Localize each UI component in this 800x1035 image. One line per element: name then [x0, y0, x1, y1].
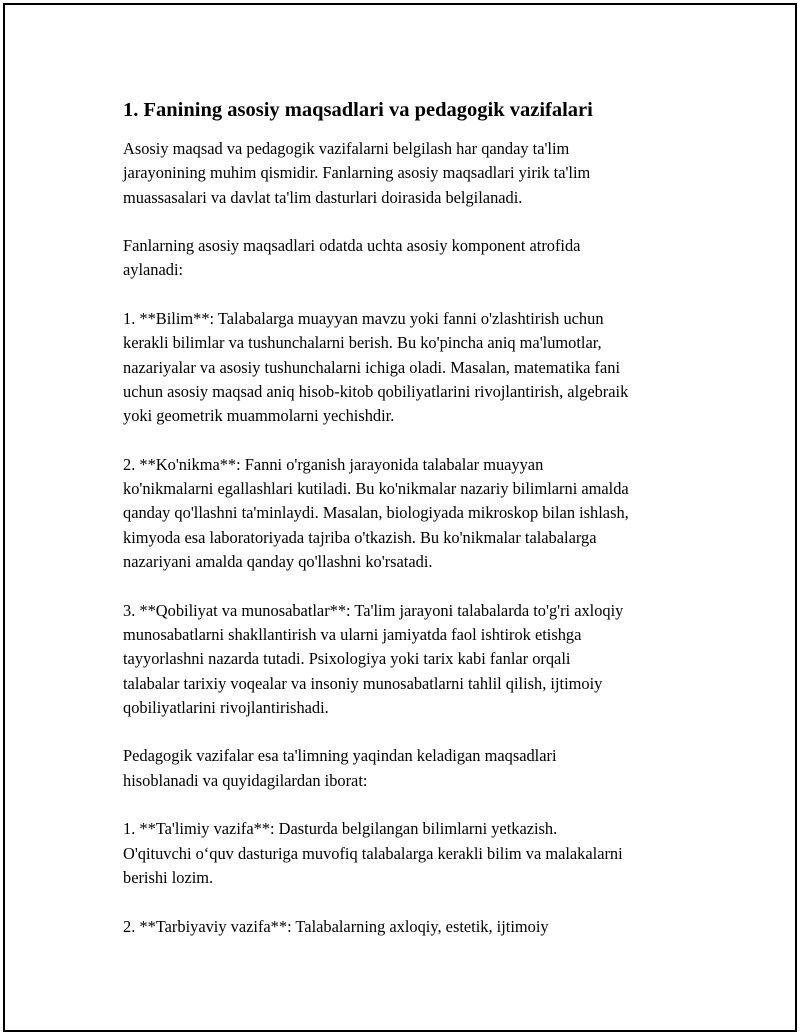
text-line: 3. **Qobiliyat va munosabatlar**: Ta'lim jarayoni talabalarda to'g'ri axloqiy [123, 600, 624, 620]
text-line: nazariyalar va asosiy tushunchalarni ichiga oladi. Masalan, matematika fani [123, 357, 620, 377]
text-line: aylanadi: [123, 260, 184, 280]
text-line: Pedagogik vazifalar esa ta'limning yaqindan keladigan maqsadlari [123, 746, 557, 766]
paragraph-intro [123, 137, 695, 210]
text-line: kerakli bilimlar va tushunchalarni berish. Bu ko'pincha aniq ma'lumotlar, [123, 333, 602, 353]
text-line: ko'nikmalarni egallashlari kutiladi. Bu ko'nikmalar nazariy bilimlarni amalda [123, 479, 629, 499]
text-line: yoki geometrik muammolarni yechishdir. [123, 406, 395, 426]
text-line: hisoblanadi va quyidagilardan iborat: [123, 770, 368, 790]
paragraph-bilim [123, 307, 695, 428]
text-line: 1. **Bilim**: Talabalarga muayyan mavzu yoki fanni o'zlashtirish uchun [123, 309, 604, 329]
paragraph-pedagogik-vazifalar [123, 744, 695, 793]
text-line: berishi lozim. [123, 867, 214, 887]
paragraph-konikma [123, 453, 695, 574]
paragraph-qobiliyat [123, 599, 695, 720]
text-line: tayyorlashni nazarda tutadi. Psixologiya yoki tarix kabi fanlar orqali [123, 649, 571, 669]
text-line: qobiliyatlarini rivojlantirishadi. [123, 697, 329, 717]
text-line: kimyoda esa laboratoriyada tajriba o'tkazish. Bu ko'nikmalar talabalarga [123, 527, 597, 547]
paragraph-components-intro [123, 234, 695, 283]
text-line: muassasalari va davlat ta'lim dasturlari doirasida belgilanadi. [123, 187, 523, 207]
paragraph-tarbiyaviy-vazifa [123, 915, 695, 939]
text-line: Asosiy maqsad va pedagogik vazifalarni belgilash har qanday ta'lim [123, 139, 570, 158]
text-line: munosabatlarni shakllantirish va ularni jamiyatda faol ishtirok etishga [123, 624, 582, 644]
text-line: 2. **Tarbiyaviy vazifa**: Talabalarning axloqiy, estetik, ijtimoiy [123, 916, 549, 936]
text-line: Fanlarning asosiy maqsadlari odatda uchta asosiy komponent atrofida [123, 236, 581, 256]
section-heading: 1. Fanining asosiy maqsadlari va pedagogik vazifalari [123, 99, 593, 121]
text-line: nazariyani amalda qanday qo'llashni ko'rsatadi. [123, 552, 433, 572]
text-line: 2. **Ko'nikma**: Fanni o'rganish jarayonida talabalar muayyan [123, 454, 544, 474]
page-border [3, 3, 797, 1032]
document-content [123, 95, 695, 963]
text-line: qanday qo'llashni ta'minlaydi. Masalan, biologiyada mikroskop bilan ishlash, [123, 503, 629, 523]
text-line: 1. **Ta'limiy vazifa**: Dasturda belgilangan bilimlarni yetkazish. [123, 819, 558, 839]
text-line: talabalar tarixiy voqealar va insoniy munosabatlarni tahlil qilish, ijtimoiy [123, 673, 603, 693]
text-line: O'qituvchi o‘quv dasturiga muvofiq talabalarga kerakli bilim va malakalarni [123, 843, 623, 863]
text-line: jarayonining muhim qismidir. Fanlarning asosiy maqsadlari yirik ta'lim [123, 163, 591, 183]
text-line: uchun asosiy maqsad aniq hisob-kitob qobiliyatlarini rivojlantirish, algebraik [123, 381, 629, 401]
paragraph-talimiy-vazifa [123, 817, 695, 890]
